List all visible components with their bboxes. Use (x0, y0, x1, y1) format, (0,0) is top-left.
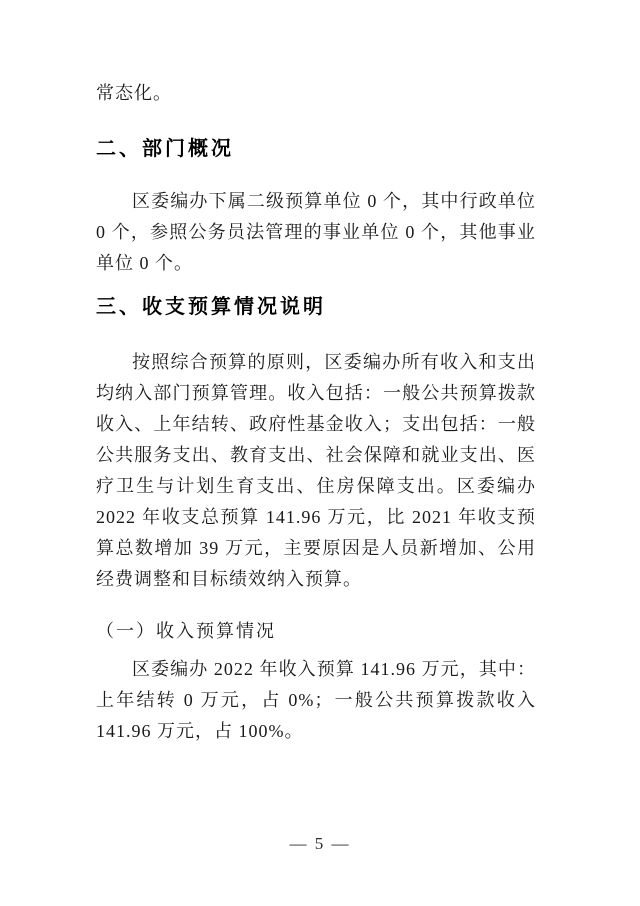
paragraph-continuation: 常态化。 (96, 83, 172, 103)
subsection-heading-income-budget: （一）收入预算情况 (96, 621, 276, 641)
page-number: — 5 — (289, 834, 351, 853)
section-heading-budget-explanation: 三、收支预算情况说明 (96, 296, 326, 318)
paragraph-income-budget: 区委编办 2022 年收入预算 141.96 万元，其中：上年结转 0 万元，占 0%；一般公共预算拨款收入 141.96 万元，占 100%。 (96, 659, 536, 741)
paragraph-budget-explanation: 按照综合预算的原则，区委编办所有收入和支出均纳入部门预算管理。收入包括：一般公共预算拨款收入、上年结转、政府性基金收入；支出包括：一般公共服务支出、教育支出、社会保障和就业支出、医疗卫生与计划生育支出、住房保障支出。区委编办 2022 年收支总预算 141.96 万元，比 2021 年收支预算总数增加 39 万元，主要原因是人员新增加、公用经费调整和目标绩效纳入预算。 (96, 352, 536, 589)
section-heading-department-overview: 二、部门概况 (96, 138, 234, 160)
paragraph-department-overview: 区委编办下属二级预算单位 0 个，其中行政单位 0 个，参照公务员法管理的事业单位 0 个，其他事业单位 0 个。 (96, 191, 536, 273)
